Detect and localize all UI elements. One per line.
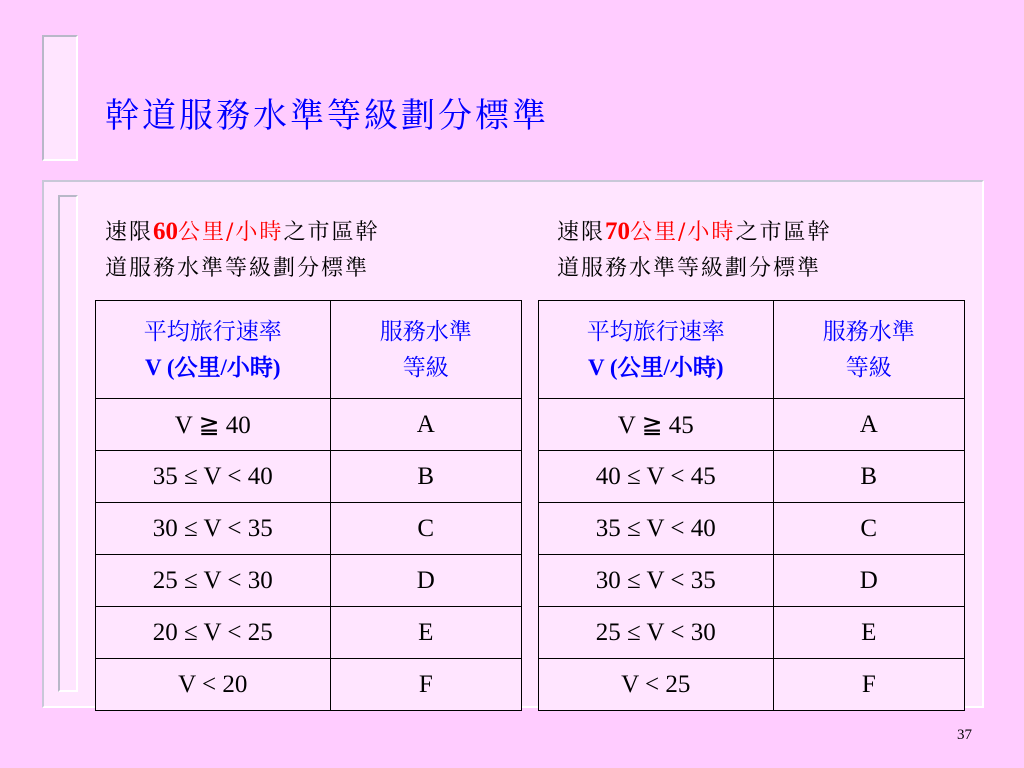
table-row	[539, 399, 965, 451]
content-accent-bar	[58, 195, 78, 692]
grade-cell: B	[773, 451, 964, 503]
grade-cell: B	[330, 451, 521, 503]
speed-range-cell: V ≧ 40	[96, 399, 331, 451]
speed-range-cell: 25 ≤ V < 30	[539, 607, 774, 659]
right-speed-limit: 70	[605, 218, 631, 245]
header-speed: 平均旅行速率 V (公里/小時)	[539, 301, 774, 399]
speed-range-cell: 25 ≤ V < 30	[96, 555, 331, 607]
table-row	[96, 399, 522, 451]
table-row	[96, 555, 522, 607]
left-service-level-table	[95, 300, 522, 711]
grade-cell: F	[773, 659, 964, 711]
speed-range-cell: 35 ≤ V < 40	[96, 451, 331, 503]
table-row	[96, 659, 522, 711]
right-speed-unit: 公里/小時	[630, 220, 736, 245]
grade-cell: C	[330, 503, 521, 555]
table-row	[539, 503, 965, 555]
speed-range-cell: 30 ≤ V < 35	[539, 555, 774, 607]
table-header-row	[96, 301, 522, 399]
grade-cell: D	[330, 555, 521, 607]
left-caption-line1: 速限60公里/小時之市區幹	[105, 218, 380, 245]
grade-cell: C	[773, 503, 964, 555]
table-row	[539, 555, 965, 607]
speed-range-cell: 35 ≤ V < 40	[539, 503, 774, 555]
grade-cell: F	[330, 659, 521, 711]
right-table-caption	[557, 214, 831, 287]
speed-range-cell: 30 ≤ V < 35	[96, 503, 331, 555]
right-service-level-table	[538, 300, 965, 711]
speed-range-cell: V ≧ 45	[539, 399, 774, 451]
grade-cell: D	[773, 555, 964, 607]
grade-cell: E	[773, 607, 964, 659]
table-row	[96, 503, 522, 555]
table-row	[539, 607, 965, 659]
table-header-row	[539, 301, 965, 399]
speed-range-cell: 20 ≤ V < 25	[96, 607, 331, 659]
header-speed: 平均旅行速率 V (公里/小時)	[96, 301, 331, 399]
header-grade: 服務水準 等級	[330, 301, 521, 399]
page-title: 幹道服務水準等級劃分標準	[105, 96, 549, 136]
table-row	[539, 659, 965, 711]
table-row	[96, 451, 522, 503]
table-row	[96, 607, 522, 659]
header-grade: 服務水準 等級	[773, 301, 964, 399]
speed-range-cell: V < 25	[539, 659, 774, 711]
right-caption-line2: 道服務水準等級劃分標準	[557, 256, 822, 281]
left-speed-unit: 公里/小時	[178, 220, 284, 245]
left-speed-limit: 60	[153, 218, 179, 245]
left-caption-line2: 道服務水準等級劃分標準	[105, 256, 370, 281]
grade-cell: A	[330, 399, 521, 451]
left-table-caption	[105, 214, 379, 287]
speed-range-cell: V < 20	[96, 659, 331, 711]
page-number: 37	[957, 727, 972, 743]
right-caption-line1: 速限70公里/小時之市區幹	[557, 218, 832, 245]
title-accent-bar	[42, 35, 78, 161]
grade-cell: A	[773, 399, 964, 451]
grade-cell: E	[330, 607, 521, 659]
speed-range-cell: 40 ≤ V < 45	[539, 451, 774, 503]
table-row	[539, 451, 965, 503]
